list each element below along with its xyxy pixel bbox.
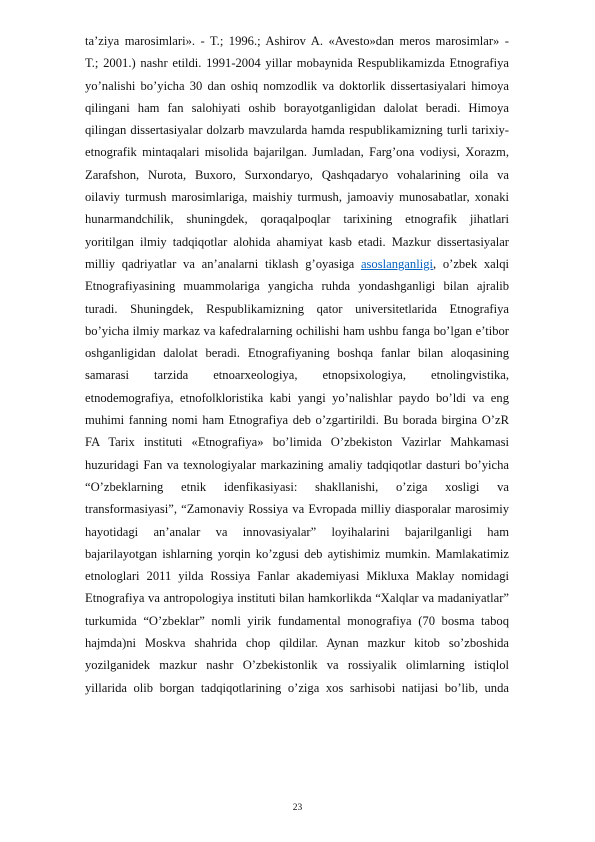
text-line: yoritilgan ilmiy tadqiqotlar alohida ahamiyat kasb etadi. Mazkur dissertasiyalar [85,234,509,249]
text-line: FA Tarix instituti «Etnografiya» bo’limida O’zbekiston Vazirlar Mahkamasi [85,435,509,450]
text-line: qilingani ham fan salohiyati oshib borayotganligidan dalolat beradi. Himoya [85,100,509,115]
text-line: “O’zbeklarning etnik idenfikasiyasi: shakllanishi, o’ziga xosligi va [85,479,509,494]
text-line: muhimi fanning nomi ham Etnografiya deb o’zgartirildi. Bu borada birgina O’zR [85,413,509,428]
text-line: hajmda)ni Moskva shahrida chop qildilar. Aynan mazkur kitob so’zboshida [85,636,509,651]
text-line: oshganligidan dalolat beradi. Etnografiyaning boshqa fanlar bilan aloqasining [85,346,509,361]
text-line: Zarafshon, Nurota, Buxoro, Surxondaryo, Qashqadaryo vohalarining oila va [85,167,509,182]
text-line: etnografik mintaqalari misolida bajarilgan. Jumladan, Farg’ona vodiysi, Xorazm, [85,145,509,160]
text-line: T.; 2001.) nashr etildi. 1991-2004 yillar mobaynida Respublikamizda Etnografiya [85,56,509,71]
text-line: ta’ziya marosimlari». - T.; 1996.; Ashirov A. «Avesto»dan meros marosimlar» - [85,34,509,48]
text-line: yillarida olib borgan tadqiqotlarining o’ziga xos sarhisobi natijasi bo’lib, unda [85,680,509,695]
text-line: Etnografiya va antropologiya instituti bilan hamkorlikda “Xalqlar va madaniyatlar” [85,591,509,606]
text-line: transformasiyasi”, “Zamonaviy Rossiya va Evropada milliy diasporalar marosimiy [85,502,509,517]
text-line: huzuridagi Fan va texnologiyalar markazining amaliy tadqiqotlar dasturi bo’yicha [85,457,509,472]
text-line: etnologlari 2011 yilda Rossiya Fanlar akademiyasi Mikluxa Maklay nomidagi [85,569,509,584]
text-line: turkumida “O’zbeklar” nomli yirik fundamental monografiya (70 bosma taboq [85,613,509,628]
text-line: qilingan dissertasiyalar dolzarb mavzularda hamda respublikamizning turli tarixiy- [85,123,509,138]
text-line: samarasi tarzida etnoarxeologiya, etnopsixologiya, etnolingvistika, [85,368,509,383]
text-line: etnodemografiya, etnofolkloristika kabi yangi yo’nalishlar paydo bo’ldi va eng [85,390,509,405]
text-line: yo’nalishi bo’yicha 30 dan oshiq nomzodlik va doktorlik dissertasiyalari himoya [85,78,509,93]
text-line: bo’yicha ilmiy markaz va kafedralarning ochilishi ham ushbu fanga bo’lgan e’tibor [85,323,509,338]
asoslanganligi-link[interactable]: asoslanganligi [360,256,433,271]
text-line: bajarilayotgan ishlarning yorqin ko’zgusi deb aytishimiz mumkin. Mamlakatimiz [85,546,509,561]
document-body [85,30,509,699]
page-number: 23 [292,803,303,813]
text-line: turadi. Shuningdek, Respublikamizning qator universitetlarida Etnografiya [85,301,509,316]
text-line: oilaviy turmush marosimlariga, maishiy turmush, jamoaviy munosabatlar, xonaki [85,190,509,205]
text-line: hayotidagi an’analar va innovasiyalar” loyihalarini bajarilganligi ham [85,524,509,539]
link-line-after: , o’zbek xalqi [433,256,509,271]
text-line: hunarmandchilik, shuningdek, qoraqalpoqlar tarixining etnografik jihatlari [85,212,509,227]
text-line: Etnografiyasining muammolariga yangicha ruhda yondashganligi bilan ajralib [85,279,509,294]
text-line: yozilganidek mazkur nashr O’zbekistonlik va rossiyalik olimlarning istiqlol [85,658,509,673]
link-line-before: milliy qadriyatlar va an’analarni tiklash g’oyasiga [85,256,361,271]
text-line-with-link [85,253,509,275]
